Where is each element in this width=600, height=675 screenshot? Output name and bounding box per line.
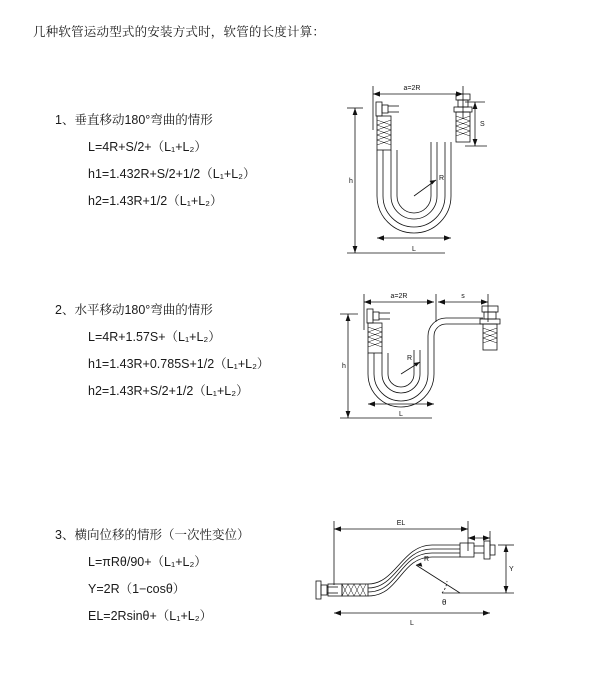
svg-text:L: L <box>410 620 414 627</box>
svg-text:a=2R: a=2R <box>390 293 408 300</box>
svg-text:s: s <box>461 293 465 300</box>
horizontal-180-bend-diagram <box>312 278 552 448</box>
svg-text:S: S <box>480 121 485 128</box>
lateral-offset-diagram <box>292 505 542 635</box>
section-3-formula-2: Y=2R（1−cosθ） <box>88 582 186 596</box>
section-2-formula-1: L=4R+1.57S+（L₁+L₂） <box>88 330 221 344</box>
section-1-heading: 1、垂直移动180°弯曲的情形 <box>55 113 213 127</box>
section-1-formula-2: h1=1.432R+S/2+1/2（L₁+L₂） <box>88 167 256 181</box>
section-2-formula-2: h1=1.43R+0.785S+1/2（L₁+L₂） <box>88 357 270 371</box>
svg-text:R: R <box>407 355 413 362</box>
section-3-formula-3: EL=2Rsinθ+（L₁+L₂） <box>88 609 213 623</box>
svg-text:a=2R: a=2R <box>403 85 421 92</box>
section-1-text <box>55 110 315 218</box>
section-3-heading: 3、横向位移的情形（一次性变位） <box>55 528 250 542</box>
svg-text:θ: θ <box>442 598 447 607</box>
page-title: 几种软管运动型式的安装方式时，软管的长度计算： <box>33 25 326 39</box>
svg-text:R: R <box>439 175 445 182</box>
svg-text:Y: Y <box>509 566 514 573</box>
section-1-formula-3: h2=1.43R+1/2（L₁+L₂） <box>88 194 223 208</box>
section-3-text <box>55 525 315 633</box>
vertical-180-bend-diagram <box>315 68 545 278</box>
svg-text:EL: EL <box>396 520 406 527</box>
section-3-formula-1: L=πRθ/90+（L₁+L₂） <box>88 555 207 569</box>
svg-text:h: h <box>342 363 346 370</box>
section-2-heading: 2、水平移动180°弯曲的情形 <box>55 303 213 317</box>
section-1-formula-1: L=4R+S/2+（L₁+L₂） <box>88 140 207 154</box>
section-2-formula-3: h2=1.43R+S/2+1/2（L₁+L₂） <box>88 384 249 398</box>
section-2-text <box>55 300 315 408</box>
svg-text:R: R <box>424 556 430 563</box>
svg-text:L: L <box>412 246 416 253</box>
svg-text:L: L <box>399 411 403 418</box>
svg-text:h: h <box>349 178 353 185</box>
